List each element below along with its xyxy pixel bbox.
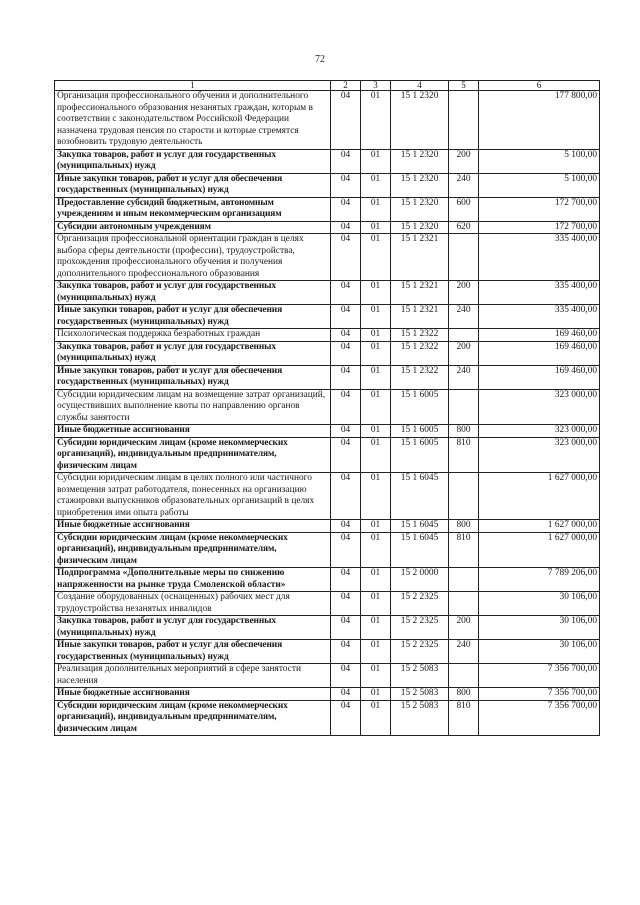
table-row bbox=[55, 520, 600, 533]
row-code-4: 15 1 6005 bbox=[391, 425, 449, 438]
row-code-5: 200 bbox=[449, 341, 479, 365]
row-code-5 bbox=[449, 234, 479, 281]
row-code-3: 01 bbox=[361, 365, 391, 389]
row-amount: 1 627 000,00 bbox=[479, 473, 600, 520]
column-header-4: 4 bbox=[391, 81, 449, 91]
table-row bbox=[55, 329, 600, 342]
row-code-4: 15 1 2321 bbox=[391, 305, 449, 329]
row-amount: 7 356 700,00 bbox=[479, 664, 600, 688]
row-code-3: 01 bbox=[361, 305, 391, 329]
row-code-3: 01 bbox=[361, 437, 391, 473]
row-code-3: 01 bbox=[361, 341, 391, 365]
row-code-5: 800 bbox=[449, 688, 479, 701]
table-row bbox=[55, 173, 600, 197]
row-code-2: 04 bbox=[331, 149, 361, 173]
row-code-3: 01 bbox=[361, 532, 391, 568]
row-code-4: 15 1 6005 bbox=[391, 437, 449, 473]
row-code-5 bbox=[449, 568, 479, 592]
table-row bbox=[55, 700, 600, 736]
table-row bbox=[55, 473, 600, 520]
row-code-4: 15 1 2322 bbox=[391, 341, 449, 365]
row-amount: 323 000,00 bbox=[479, 437, 600, 473]
row-code-2: 04 bbox=[331, 91, 361, 150]
row-name: Организация профессионального обучения и дополнительного профессионального образования незанятых граждан, которым в соответствии с законодательством Российской Федерации назначена трудовая пенсия по старости и которые стремятся возобновить трудовую деятельность bbox=[55, 91, 331, 150]
table-row bbox=[55, 149, 600, 173]
row-amount: 1 627 000,00 bbox=[479, 520, 600, 533]
row-name: Закупка товаров, работ и услуг для государственных (муниципальных) нужд bbox=[55, 616, 331, 640]
column-header-3: 3 bbox=[361, 81, 391, 91]
table-row bbox=[55, 664, 600, 688]
row-name: Реализация дополнительных мероприятий в сфере занятости населения bbox=[55, 664, 331, 688]
row-code-5: 810 bbox=[449, 437, 479, 473]
row-code-5: 800 bbox=[449, 425, 479, 438]
row-code-2: 04 bbox=[331, 640, 361, 664]
row-code-3: 01 bbox=[361, 234, 391, 281]
row-code-3: 01 bbox=[361, 640, 391, 664]
row-code-3: 01 bbox=[361, 568, 391, 592]
row-code-4: 15 1 6005 bbox=[391, 389, 449, 425]
row-code-5: 200 bbox=[449, 149, 479, 173]
table-body bbox=[55, 91, 600, 736]
row-name: Субсидии автономным учреждениям bbox=[55, 221, 331, 234]
row-code-2: 04 bbox=[331, 688, 361, 701]
row-name: Иные закупки товаров, работ и услуг для обеспечения государственных (муниципальных) нужд bbox=[55, 173, 331, 197]
row-name: Иные закупки товаров, работ и услуг для обеспечения государственных (муниципальных) нужд bbox=[55, 365, 331, 389]
row-name: Подпрограмма «Дополнительные меры по снижению напряженности на рынке труда Смоленской области» bbox=[55, 568, 331, 592]
row-code-5: 200 bbox=[449, 281, 479, 305]
table-row bbox=[55, 425, 600, 438]
row-code-3: 01 bbox=[361, 664, 391, 688]
row-code-3: 01 bbox=[361, 473, 391, 520]
row-amount: 335 400,00 bbox=[479, 305, 600, 329]
column-header-1: 1 bbox=[55, 81, 331, 91]
row-code-5: 240 bbox=[449, 640, 479, 664]
table-row bbox=[55, 437, 600, 473]
row-code-4: 15 1 2320 bbox=[391, 221, 449, 234]
row-code-2: 04 bbox=[331, 221, 361, 234]
row-amount: 172 700,00 bbox=[479, 197, 600, 221]
row-code-4: 15 1 6045 bbox=[391, 473, 449, 520]
row-code-4: 15 1 2322 bbox=[391, 329, 449, 342]
row-code-2: 04 bbox=[331, 425, 361, 438]
row-name: Субсидии юридическим лицам (кроме некоммерческих организаций), индивидуальным предпринимателям, физическим лицам bbox=[55, 532, 331, 568]
row-amount: 5 100,00 bbox=[479, 173, 600, 197]
row-amount: 7 789 206,00 bbox=[479, 568, 600, 592]
table-row bbox=[55, 221, 600, 234]
row-code-2: 04 bbox=[331, 281, 361, 305]
table-row bbox=[55, 234, 600, 281]
row-code-2: 04 bbox=[331, 568, 361, 592]
row-name: Субсидии юридическим лицам на возмещение затрат организаций, осуществивших выполнение квоты по направлению органов службы занятости bbox=[55, 389, 331, 425]
row-code-3: 01 bbox=[361, 389, 391, 425]
row-code-5 bbox=[449, 592, 479, 616]
row-code-2: 04 bbox=[331, 365, 361, 389]
row-code-2: 04 bbox=[331, 197, 361, 221]
row-name: Закупка товаров, работ и услуг для государственных (муниципальных) нужд bbox=[55, 281, 331, 305]
row-name: Закупка товаров, работ и услуг для государственных (муниципальных) нужд bbox=[55, 341, 331, 365]
table-row bbox=[55, 91, 600, 150]
row-code-2: 04 bbox=[331, 616, 361, 640]
row-code-2: 04 bbox=[331, 389, 361, 425]
row-code-3: 01 bbox=[361, 520, 391, 533]
row-code-3: 01 bbox=[361, 149, 391, 173]
table-row bbox=[55, 568, 600, 592]
row-code-4: 15 1 2320 bbox=[391, 91, 449, 150]
row-amount: 169 460,00 bbox=[479, 329, 600, 342]
row-name: Субсидии юридическим лицам в целях полного или частичного возмещения затрат работодателя, понесенных на организацию стажировки выпускников образовательных организаций в целях приобретения ими опыта работы bbox=[55, 473, 331, 520]
row-code-4: 15 1 2320 bbox=[391, 173, 449, 197]
row-code-5: 810 bbox=[449, 700, 479, 736]
budget-table bbox=[54, 80, 600, 736]
row-code-4: 15 2 5083 bbox=[391, 664, 449, 688]
row-code-3: 01 bbox=[361, 329, 391, 342]
row-name: Иные бюджетные ассигнования bbox=[55, 688, 331, 701]
row-code-5: 600 bbox=[449, 197, 479, 221]
row-code-3: 01 bbox=[361, 91, 391, 150]
column-header-5: 5 bbox=[449, 81, 479, 91]
table-row bbox=[55, 592, 600, 616]
row-code-3: 01 bbox=[361, 616, 391, 640]
row-code-3: 01 bbox=[361, 281, 391, 305]
row-code-4: 15 1 2322 bbox=[391, 365, 449, 389]
table-row bbox=[55, 640, 600, 664]
row-code-5: 800 bbox=[449, 520, 479, 533]
row-code-3: 01 bbox=[361, 700, 391, 736]
row-code-4: 15 2 0000 bbox=[391, 568, 449, 592]
row-code-3: 01 bbox=[361, 592, 391, 616]
row-code-5: 620 bbox=[449, 221, 479, 234]
column-header-2: 2 bbox=[331, 81, 361, 91]
row-amount: 335 400,00 bbox=[479, 234, 600, 281]
row-code-3: 01 bbox=[361, 688, 391, 701]
row-name: Предоставление субсидий бюджетным, автономным учреждениям и иным некоммерческим организациям bbox=[55, 197, 331, 221]
row-amount: 323 000,00 bbox=[479, 389, 600, 425]
row-amount: 169 460,00 bbox=[479, 365, 600, 389]
row-code-2: 04 bbox=[331, 305, 361, 329]
table-row bbox=[55, 281, 600, 305]
row-name: Иные закупки товаров, работ и услуг для обеспечения государственных (муниципальных) нужд bbox=[55, 640, 331, 664]
row-code-5: 810 bbox=[449, 532, 479, 568]
row-amount: 323 000,00 bbox=[479, 425, 600, 438]
row-amount: 169 460,00 bbox=[479, 341, 600, 365]
row-code-2: 04 bbox=[331, 473, 361, 520]
row-code-3: 01 bbox=[361, 425, 391, 438]
row-name: Создание оборудованных (оснащенных) рабочих мест для трудоустройства незанятых инвалидов bbox=[55, 592, 331, 616]
row-amount: 177 800,00 bbox=[479, 91, 600, 150]
row-code-2: 04 bbox=[331, 532, 361, 568]
row-code-4: 15 1 6045 bbox=[391, 520, 449, 533]
row-code-2: 04 bbox=[331, 664, 361, 688]
row-code-4: 15 2 5083 bbox=[391, 700, 449, 736]
row-name: Организация профессиональной ориентации граждан в целях выбора сферы деятельности (профессии), трудоустройства, прохождения профессионального обучения и получения дополнительного профессионального образования bbox=[55, 234, 331, 281]
table-row bbox=[55, 341, 600, 365]
row-code-4: 15 2 2325 bbox=[391, 592, 449, 616]
row-code-4: 15 1 2321 bbox=[391, 234, 449, 281]
row-code-4: 15 2 5083 bbox=[391, 688, 449, 701]
table-row bbox=[55, 389, 600, 425]
table-row bbox=[55, 305, 600, 329]
table-header-row bbox=[55, 81, 600, 91]
row-code-2: 04 bbox=[331, 437, 361, 473]
row-code-5 bbox=[449, 329, 479, 342]
row-code-5: 240 bbox=[449, 365, 479, 389]
row-amount: 335 400,00 bbox=[479, 281, 600, 305]
row-code-4: 15 2 2325 bbox=[391, 640, 449, 664]
row-amount: 5 100,00 bbox=[479, 149, 600, 173]
row-name: Психологическая поддержка безработных граждан bbox=[55, 329, 331, 342]
row-amount: 1 627 000,00 bbox=[479, 532, 600, 568]
row-name: Иные бюджетные ассигнования bbox=[55, 425, 331, 438]
row-amount: 30 106,00 bbox=[479, 592, 600, 616]
row-code-5: 240 bbox=[449, 305, 479, 329]
row-name: Иные закупки товаров, работ и услуг для обеспечения государственных (муниципальных) нужд bbox=[55, 305, 331, 329]
table-row bbox=[55, 365, 600, 389]
row-code-5 bbox=[449, 473, 479, 520]
row-code-5 bbox=[449, 389, 479, 425]
row-code-4: 15 2 2325 bbox=[391, 616, 449, 640]
row-code-5: 240 bbox=[449, 173, 479, 197]
row-code-5: 200 bbox=[449, 616, 479, 640]
row-code-3: 01 bbox=[361, 221, 391, 234]
table-row bbox=[55, 688, 600, 701]
table-row bbox=[55, 532, 600, 568]
row-code-2: 04 bbox=[331, 234, 361, 281]
row-code-4: 15 1 2320 bbox=[391, 149, 449, 173]
row-code-2: 04 bbox=[331, 341, 361, 365]
row-code-2: 04 bbox=[331, 700, 361, 736]
row-code-3: 01 bbox=[361, 197, 391, 221]
row-amount: 7 356 700,00 bbox=[479, 688, 600, 701]
row-code-2: 04 bbox=[331, 592, 361, 616]
row-code-3: 01 bbox=[361, 173, 391, 197]
row-code-4: 15 1 6045 bbox=[391, 532, 449, 568]
row-amount: 30 106,00 bbox=[479, 640, 600, 664]
column-header-6: 6 bbox=[479, 81, 600, 91]
row-amount: 7 356 700,00 bbox=[479, 700, 600, 736]
page-number: 72 bbox=[315, 54, 325, 65]
row-code-2: 04 bbox=[331, 329, 361, 342]
row-name: Иные бюджетные ассигнования bbox=[55, 520, 331, 533]
row-code-2: 04 bbox=[331, 520, 361, 533]
row-name: Субсидии юридическим лицам (кроме некоммерческих организаций), индивидуальным предпринимателям, физическим лицам bbox=[55, 700, 331, 736]
row-amount: 172 700,00 bbox=[479, 221, 600, 234]
row-code-5 bbox=[449, 91, 479, 150]
table-row bbox=[55, 616, 600, 640]
table-row bbox=[55, 197, 600, 221]
row-name: Субсидии юридическим лицам (кроме некоммерческих организаций), индивидуальным предпринимателям, физическим лицам bbox=[55, 437, 331, 473]
row-code-4: 15 1 2321 bbox=[391, 281, 449, 305]
row-name: Закупка товаров, работ и услуг для государственных (муниципальных) нужд bbox=[55, 149, 331, 173]
row-code-4: 15 1 2320 bbox=[391, 197, 449, 221]
row-amount: 30 106,00 bbox=[479, 616, 600, 640]
row-code-2: 04 bbox=[331, 173, 361, 197]
row-code-5 bbox=[449, 664, 479, 688]
